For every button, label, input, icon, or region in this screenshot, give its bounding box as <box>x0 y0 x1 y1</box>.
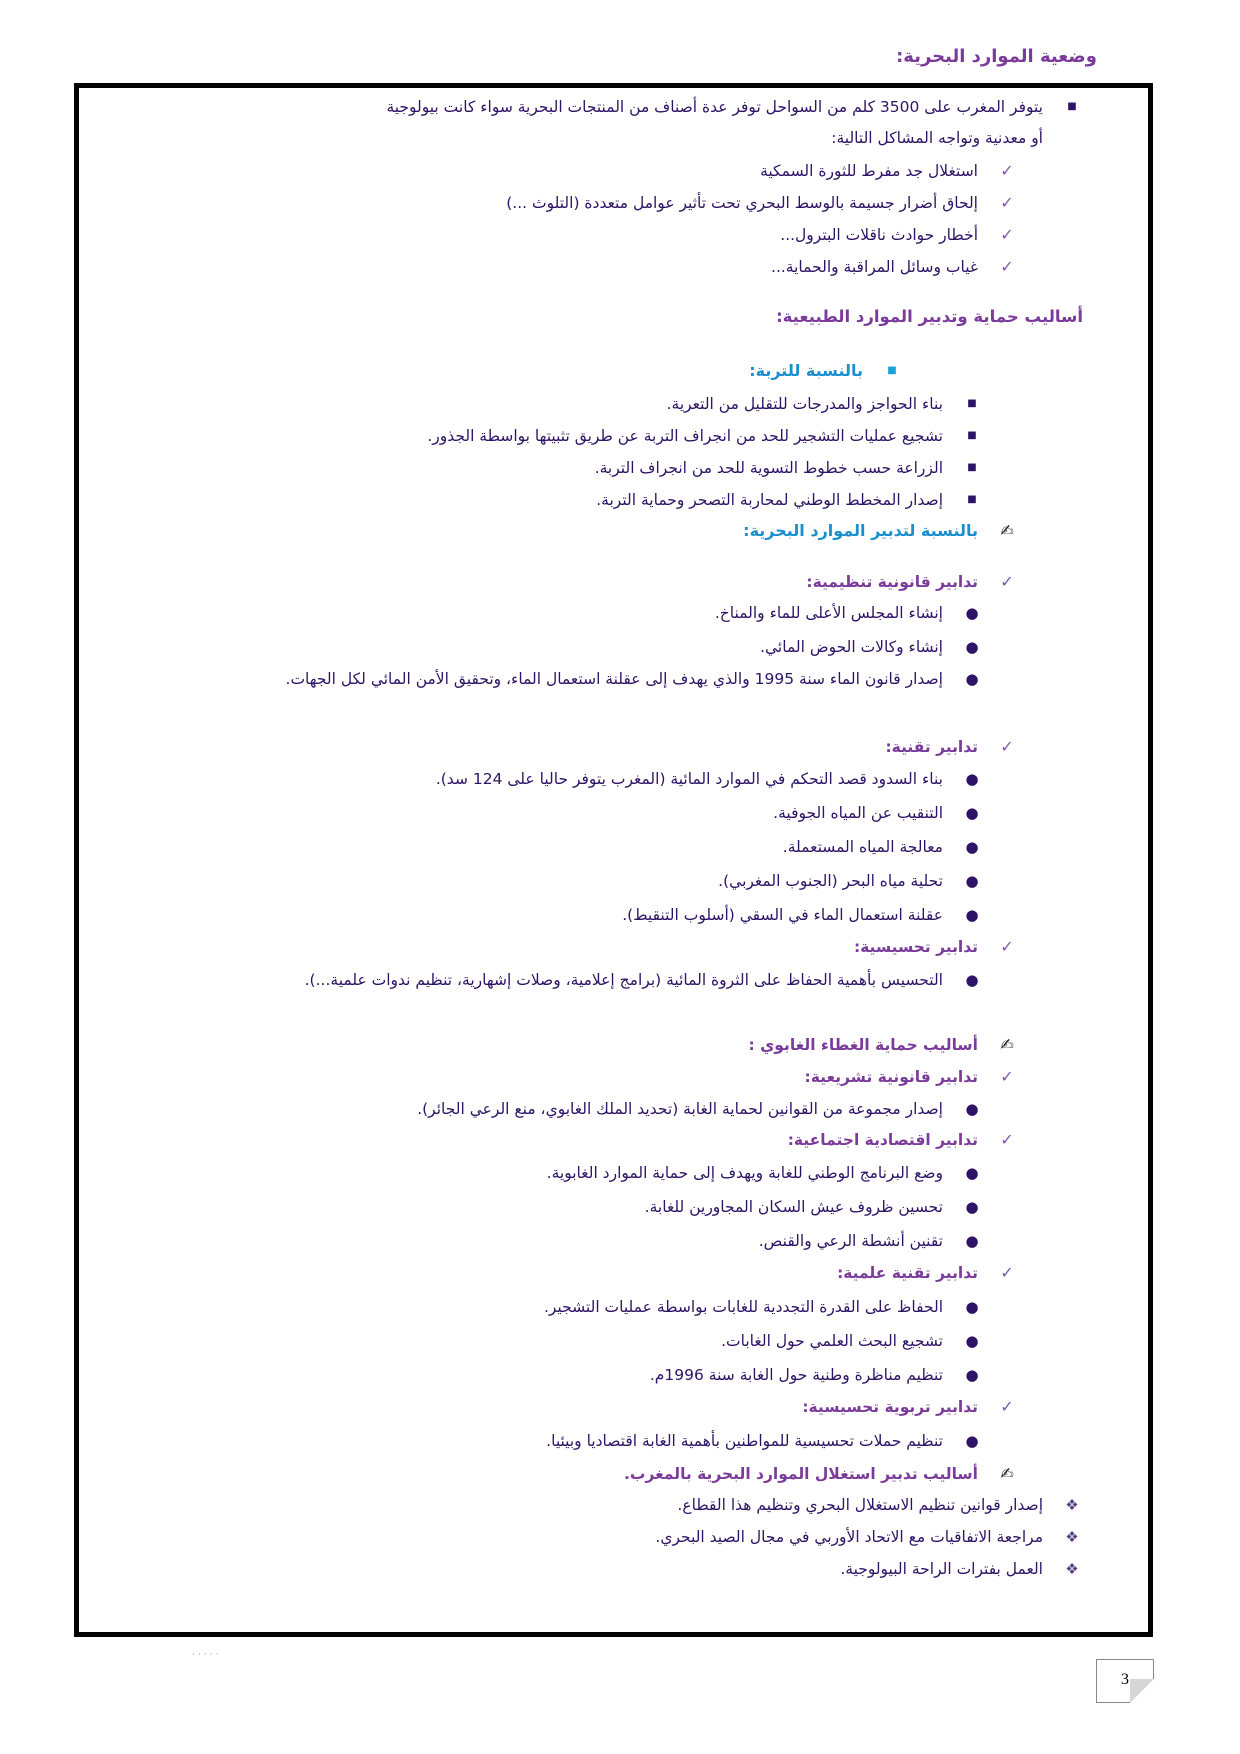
list-item: ● تقنين أنشطة الرعي والقنص. <box>759 1225 983 1257</box>
measure-heading: ✓ تدابير اقتصادية اجتماعية: <box>788 1124 1018 1156</box>
list-item: ■ تشجيع عمليات التشجير للحد من انجراف التربة عن طريق تثبيتها بواسطة الجذور. <box>427 420 983 452</box>
circle-bullet-icon: ● <box>965 1198 979 1216</box>
list-item: ● تشجيع البحث العلمي حول الغابات. <box>721 1325 983 1357</box>
writing-hand-icon: ✍ <box>1000 1035 1014 1054</box>
circle-bullet-icon: ● <box>965 670 979 688</box>
list-item: ✓ أخطار حوادث ناقلات البترول... <box>780 219 1018 251</box>
subsection-heading: ✍ أساليب حماية الغطاء الغابوي : <box>749 1029 1019 1061</box>
subsection-heading: ✍ أساليب تدبير استغلال الموارد البحرية بالمغرب. <box>624 1458 1018 1490</box>
circle-bullet-icon: ● <box>965 770 979 788</box>
list-item: ✓ غياب وسائل المراقبة والحماية... <box>771 251 1018 283</box>
circle-bullet-icon: ● <box>965 638 979 656</box>
circle-bullet-icon: ● <box>965 1232 979 1250</box>
measure-heading: ✓ تدابير تربوية تحسيسية: <box>802 1391 1018 1423</box>
list-item: ● الحفاظ على القدرة التجددية للغابات بواسطة عمليات التشجير. <box>544 1291 983 1323</box>
four-diamond-bullet-icon: ❖ <box>1065 1496 1079 1514</box>
measure-heading: ✓ تدابير تقنية: <box>885 731 1018 763</box>
measure-heading: ✓ تدابير قانونية تشريعية: <box>805 1061 1018 1093</box>
list-item: ● وضع البرنامج الوطني للغابة ويهدف إلى حماية الموارد الغابوية. <box>547 1157 983 1189</box>
list-item: ● بناء السدود قصد التحكم في الموارد المائية (المغرب يتوفر حاليا على 124 سد). <box>436 763 983 795</box>
subsection-heading: ■ بالنسبة للتربة: <box>749 355 903 387</box>
circle-bullet-icon: ● <box>965 1164 979 1182</box>
list-item: ■ إصدار المخطط الوطني لمحاربة التصحر وحماية التربة. <box>596 484 983 516</box>
list-item: ● إنشاء وكالات الحوض المائي. <box>760 631 983 663</box>
list-item: ❖ مراجعة الاتفاقيات مع الاتحاد الأوربي في مجال الصيد البحري. <box>655 1521 1083 1553</box>
circle-bullet-icon: ● <box>965 872 979 890</box>
list-item: ● تحلية مياه البحر (الجنوب المغربي). <box>718 865 983 897</box>
circle-bullet-icon: ● <box>965 906 979 924</box>
check-mark-icon: ✓ <box>1000 193 1014 212</box>
page-title: وضعية الموارد البحرية: <box>896 46 1097 67</box>
list-item: ● التنقيب عن المياه الجوفية. <box>773 797 983 829</box>
check-mark-icon: ✓ <box>1000 937 1014 956</box>
circle-bullet-icon: ● <box>965 1298 979 1316</box>
list-item: ● التحسيس بأهمية الحفاظ على الثروة المائية (برامج إعلامية، وصلات إشهارية، تنظيم ندوات علمية...). <box>83 964 983 996</box>
list-item: ● عقلنة استعمال الماء في السقي (أسلوب التنقيط). <box>622 899 983 931</box>
circle-bullet-icon: ● <box>965 1432 979 1450</box>
list-item: ● معالجة المياه المستعملة. <box>783 831 983 863</box>
check-mark-icon: ✓ <box>1000 1263 1014 1282</box>
footer-mark: ····· <box>192 1650 222 1660</box>
four-diamond-bullet-icon: ❖ <box>1065 1560 1079 1578</box>
square-bullet-icon: ■ <box>1067 101 1077 112</box>
section-heading: أساليب حماية وتدبير الموارد الطبيعية: <box>776 307 1083 326</box>
list-item: ● إصدار قانون الماء سنة 1995 والذي يهدف إلى عقلنة استعمال الماء، وتحقيق الأمن المائي لكل الجهات. <box>83 663 983 695</box>
list-item-continuation: أو معدنية وتواجه المشاكل التالية: <box>831 129 1043 147</box>
circle-bullet-icon: ● <box>965 838 979 856</box>
list-item: ● إصدار مجموعة من القوانين لحماية الغابة (تحديد الملك الغابوي، منع الرعي الجائر). <box>417 1093 983 1125</box>
measure-heading: ✓ تدابير تقنية علمية: <box>837 1257 1018 1289</box>
list-item: ● تنظيم حملات تحسيسية للمواطنين بأهمية الغابة اقتصاديا وبيئيا. <box>546 1425 983 1457</box>
writing-hand-icon: ✍ <box>1000 1464 1014 1483</box>
list-item <box>386 91 1083 123</box>
list-item: ❖ إصدار قوانين تنظيم الاستغلال البحري وتنظيم هذا القطاع. <box>677 1489 1083 1521</box>
list-item: ✓ استغلال جد مفرط للثورة السمكية <box>760 155 1018 187</box>
check-mark-icon: ✓ <box>1000 737 1014 756</box>
check-mark-icon: ✓ <box>1000 1067 1014 1086</box>
list-item: ● تنظيم مناظرة وطنية حول الغابة سنة 1996م. <box>650 1359 983 1391</box>
page-number: 3 <box>1121 1671 1129 1688</box>
check-mark-icon: ✓ <box>1000 1130 1014 1149</box>
square-bullet-icon: ■ <box>887 365 897 376</box>
circle-bullet-icon: ● <box>965 1100 979 1118</box>
list-item-text: يتوفر المغرب على 3500 كلم من السواحل توفر عدة أصناف من المنتجات البحرية سواء كانت بيولوجية <box>386 98 1043 116</box>
check-mark-icon: ✓ <box>1000 225 1014 244</box>
circle-bullet-icon: ● <box>965 971 979 989</box>
list-item: ❖ العمل بفترات الراحة البيولوجية. <box>840 1553 1083 1585</box>
square-bullet-icon: ■ <box>967 462 977 473</box>
check-mark-icon: ✓ <box>1000 572 1014 591</box>
check-mark-icon: ✓ <box>1000 1397 1014 1416</box>
square-bullet-icon: ■ <box>967 398 977 409</box>
list-item: ● إنشاء المجلس الأعلى للماء والمناخ. <box>715 597 983 629</box>
check-mark-icon: ✓ <box>1000 257 1014 276</box>
page-number-box <box>1096 1659 1154 1703</box>
list-item: ● تحسين ظروف عيش السكان المجاورين للغابة. <box>645 1191 983 1223</box>
circle-bullet-icon: ● <box>965 1332 979 1350</box>
square-bullet-icon: ■ <box>967 430 977 441</box>
four-diamond-bullet-icon: ❖ <box>1065 1528 1079 1546</box>
writing-hand-icon: ✍ <box>1000 521 1014 540</box>
circle-bullet-icon: ● <box>965 1366 979 1384</box>
square-bullet-icon: ■ <box>967 494 977 505</box>
measure-heading: ✓ تدابير تحسيسية: <box>854 931 1018 963</box>
list-item: ■ بناء الحواجز والمدرجات للتقليل من التعرية. <box>667 388 983 420</box>
circle-bullet-icon: ● <box>965 604 979 622</box>
list-item: ✓ إلحاق أضرار جسيمة بالوسط البحري تحت تأثير عوامل متعددة (التلوث ...) <box>506 187 1018 219</box>
measure-heading: ✓ تدابير قانونية تنظيمية: <box>806 566 1018 598</box>
subsection-heading: ✍ بالنسبة لتدبير الموارد البحرية: <box>743 515 1018 547</box>
check-mark-icon: ✓ <box>1000 161 1014 180</box>
list-item: ■ الزراعة حسب خطوط التسوية للحد من انجراف التربة. <box>595 452 983 484</box>
circle-bullet-icon: ● <box>965 804 979 822</box>
